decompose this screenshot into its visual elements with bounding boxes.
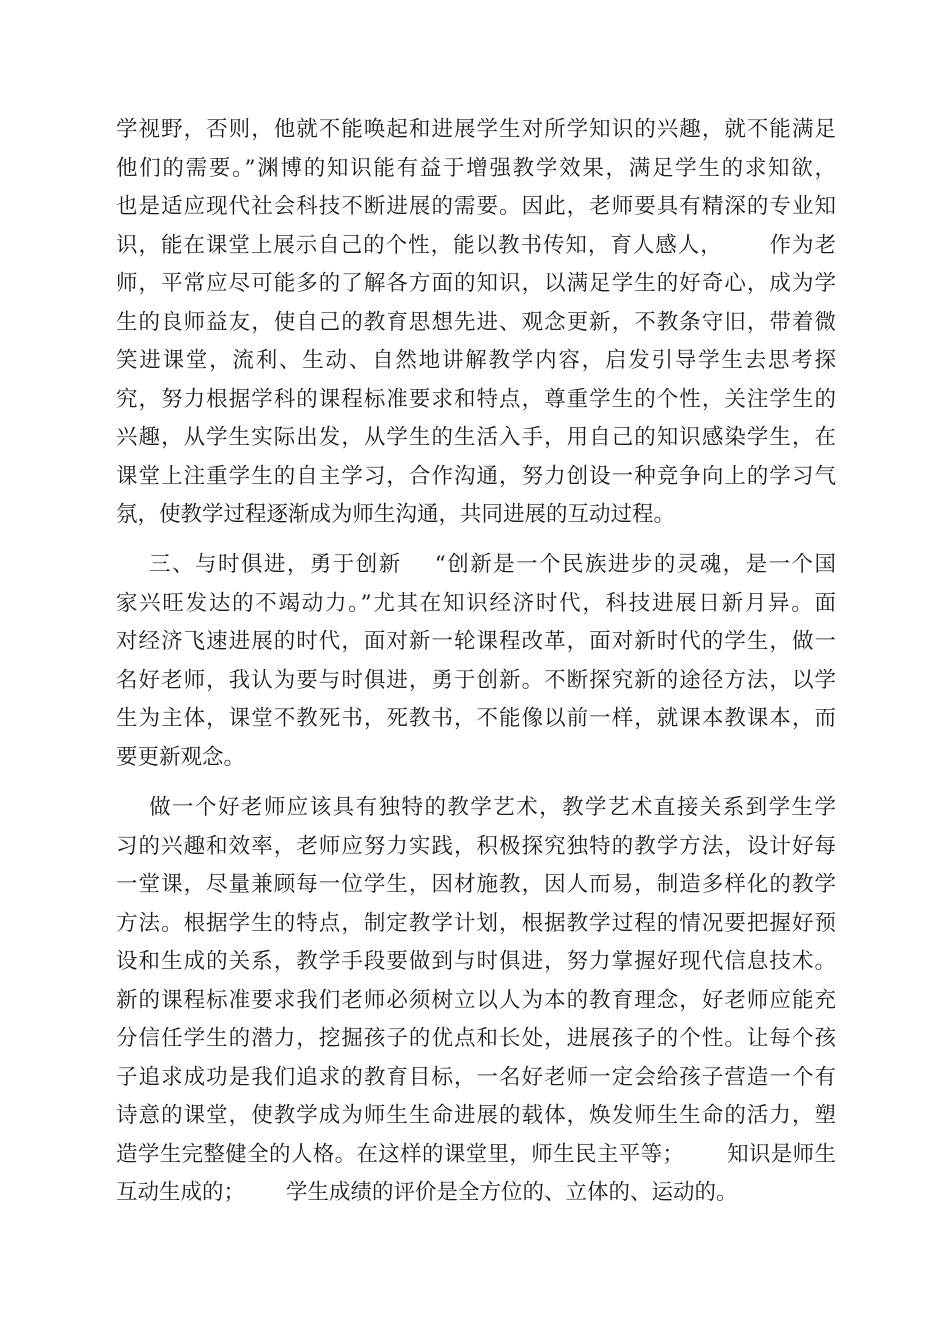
text-line: 新的课程标准要求我们老师必须树立以人为本的教育理念，好老师应能充	[116, 987, 836, 1013]
text-line: 子追求成功是我们追求的教育目标，一名好老师一定会给孩子营造一个有	[116, 1064, 836, 1090]
text-line: 设和生成的关系，教学手段要做到与时俱进，努力掌握好现代信息技术。	[116, 949, 836, 974]
text-line: 做一个好老师应该具有独特的教学艺术，教学艺术直接关系到学生学	[116, 795, 836, 820]
text-line: 笑进课堂，流利、生动、自然地讲解教学内容，启发引导学生去思考探	[116, 348, 836, 373]
text-line: 三、与时俱进，勇于创新 “创新是一个民族进步的灵魂，是一个国	[116, 552, 836, 577]
text-line: 他们的需要。”渊博的知识能有益于增强教学效果，满足学生的求知欲，	[116, 155, 836, 181]
text-line: 究，努力根据学科的课程标准要求和特点，尊重学生的个性，关注学生的	[116, 386, 836, 412]
text-line: 师，平常应尽可能多的了解各方面的知识，以满足学生的好奇心，成为学	[116, 271, 836, 296]
paragraph-2	[116, 546, 836, 777]
paragraph-1	[116, 111, 836, 535]
text-line: 方法。根据学生的特点，制定教学计划，根据教学过程的情况要把握好预	[116, 910, 836, 936]
text-line: 生为主体，课堂不教死书，死教书，不能像以前一样，就课本教课本，而	[116, 706, 836, 731]
text-line: 生的良师益友，使自己的教育思想先进、观念更新，不教条守旧，带着微	[116, 309, 836, 335]
text-line: 一堂课，尽量兼顾每一位学生，因材施教，因人而易，制造多样化的教学	[116, 872, 836, 897]
text-line: 对经济飞速进展的时代，面对新一轮课程改革，面对新时代的学生，做一	[116, 629, 836, 654]
text-line: 习的兴趣和效率，老师应努力实践，积极探究独特的教学方法，设计好每	[116, 833, 836, 859]
text-line: 兴趣，从学生实际出发，从学生的生活入手，用自己的知识感染学生，在	[116, 425, 836, 450]
text-line: 识，能在课堂上展示自己的个性，能以教书传知，育人感人， 作为老	[116, 232, 836, 258]
paragraph-3	[116, 789, 836, 1213]
text-line: 分信任学生的潜力，挖掘孩子的优点和长处，进展孩子的个性。让每个孩	[116, 1026, 836, 1051]
text-line: 互动生成的； 学生成绩的评价是全方位的、立体的、运动的。	[116, 1180, 738, 1205]
text-line: 名好老师，我认为要与时俱进，勇于创新。不断探究新的途径方法，以学	[116, 667, 836, 693]
text-line: 家兴旺发达的不竭动力。”尤其在知识经济时代，科技进展日新月异。面	[116, 590, 836, 616]
text-line: 要更新观念。	[116, 744, 246, 770]
text-line: 造学生完整健全的人格。在这样的课堂里，师生民主平等； 知识是师生	[116, 1141, 836, 1167]
text-line: 氛，使教学过程逐渐成为师生沟通，共同进展的互动过程。	[116, 502, 676, 527]
text-line: 也是适应现代社会科技不断进展的需要。因此，老师要具有精深的专业知	[116, 194, 836, 219]
text-line: 课堂上注重学生的自主学习，合作沟通，努力创设一种竞争向上的学习气	[116, 463, 836, 489]
text-line: 学视野，否则，他就不能唤起和进展学生对所学知识的兴趣，就不能满足	[116, 117, 836, 142]
text-line: 诗意的课堂，使教学成为师生生命进展的载体，焕发师生生命的活力，塑	[116, 1103, 836, 1128]
